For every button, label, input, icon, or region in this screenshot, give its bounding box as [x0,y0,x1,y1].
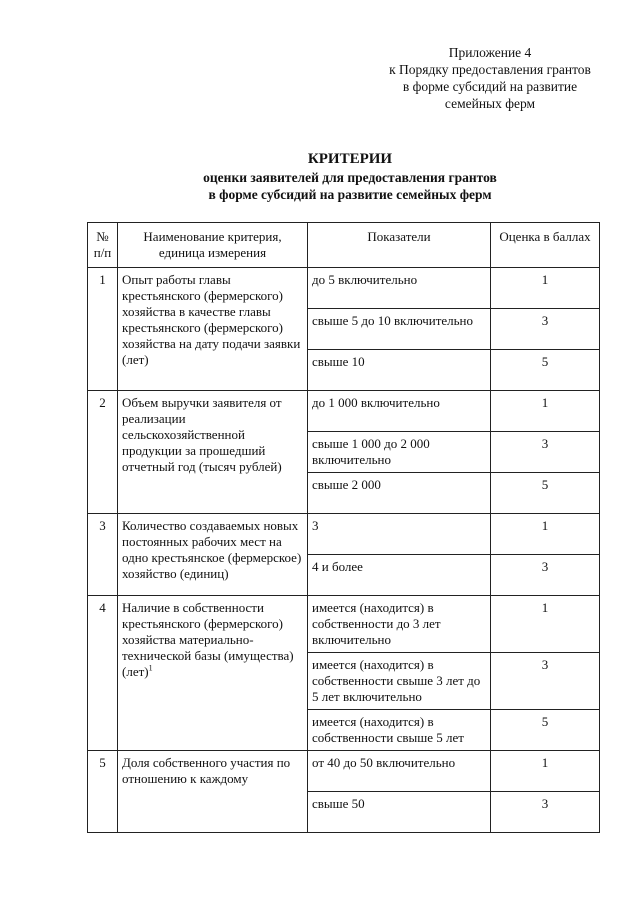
indicator-text: 3 [312,518,319,533]
header-score: Оценка в баллах [491,223,600,268]
indicator-cell [308,514,491,555]
score-cell: 3 [491,792,600,833]
criterion-name-text: Количество создаваемых новых постоянных рабочих мест на одно крестьянское (фермерское) хозяйство (единиц) [122,518,302,581]
table-row [88,514,600,555]
indicator-text: свыше 50 [312,796,365,811]
criterion-name [118,596,308,751]
table-row [88,391,600,432]
criteria-body [88,268,600,833]
score-cell: 3 [491,432,600,473]
criteria-table [87,222,600,833]
indicator-text: свыше 5 до 10 включительно [312,313,474,328]
criterion-number: 1 [88,268,118,391]
indicator-cell [308,391,491,432]
indicator-text: имеется (находится) в собственности до 3 лет включительно [312,600,441,647]
indicator-text: свыше 1 000 до 2 000 включительно [312,436,430,467]
indicator-text: имеется (находится) в собственности свыше 3 лет до 5 лет включительно [312,657,481,704]
table-row [88,751,600,792]
table-row [88,596,600,653]
criterion-number: 5 [88,751,118,833]
indicator-cell [308,473,491,514]
appendix-line: семейных ферм [444,96,536,111]
score-cell: 5 [491,473,600,514]
criterion-number: 2 [88,391,118,514]
table-row [88,268,600,309]
criterion-name-text: Объем выручки заявителя от реализации сельскохозяйственной продукции за прошедший отчетный год (тысяч рублей) [122,395,282,474]
indicator-cell [308,350,491,391]
indicator-text: свыше 2 000 [312,477,381,492]
title-line: в форме субсидий на развитие семейных ферм [208,187,492,202]
score-cell: 5 [491,350,600,391]
indicator-text: до 5 включительно [312,272,418,287]
indicator-cell [308,596,491,653]
criterion-name [118,268,308,391]
score-cell: 3 [491,309,600,350]
criterion-name-text: Наличие в собственности крестьянского (фермерского) хозяйства материально-технической базы (имущества) (лет) [122,600,294,679]
document-title [80,150,620,203]
indicator-cell [308,792,491,833]
indicator-cell [308,555,491,596]
title-line: оценки заявителей для предоставления грантов [203,170,497,185]
score-cell: 1 [491,514,600,555]
criterion-number: 4 [88,596,118,751]
indicator-text: имеется (находится) в собственности свыше 5 лет [312,714,464,745]
score-cell: 1 [491,268,600,309]
indicator-cell [308,710,491,751]
criterion-name-text: Опыт работы главы крестьянского (фермерского) хозяйства в качестве главы крестьянского (фермерского) хозяйства на дату подачи заявки (лет) [122,272,301,367]
header-indicators: Показатели [308,223,491,268]
header-name: Наименование критерия, единица измерения [118,223,308,268]
score-cell: 1 [491,596,600,653]
score-cell: 1 [491,391,600,432]
footnote-marker: 1 [148,663,153,673]
appendix-note [340,44,640,112]
criterion-name [118,391,308,514]
appendix-line: в форме субсидий на развитие [402,79,578,94]
table-header-row [88,223,600,268]
criterion-name [118,751,308,833]
indicator-cell [308,268,491,309]
appendix-line: Приложение 4 [448,45,532,60]
criterion-number: 3 [88,514,118,596]
score-cell: 3 [491,653,600,710]
indicator-text: от 40 до 50 включительно [312,755,456,770]
header-num: № п/п [88,223,118,268]
score-cell: 1 [491,751,600,792]
indicator-text: 4 и более [312,559,363,574]
indicator-cell [308,309,491,350]
indicator-cell [308,653,491,710]
title-main: КРИТЕРИИ [307,151,393,167]
indicator-cell [308,751,491,792]
indicator-text: до 1 000 включительно [312,395,440,410]
score-cell: 3 [491,555,600,596]
appendix-line: к Порядку предоставления грантов [389,62,591,77]
score-cell: 5 [491,710,600,751]
criterion-name-text: Доля собственного участия по отношению к каждому [122,755,291,786]
indicator-text: свыше 10 [312,354,365,369]
indicator-cell [308,432,491,473]
criterion-name [118,514,308,596]
